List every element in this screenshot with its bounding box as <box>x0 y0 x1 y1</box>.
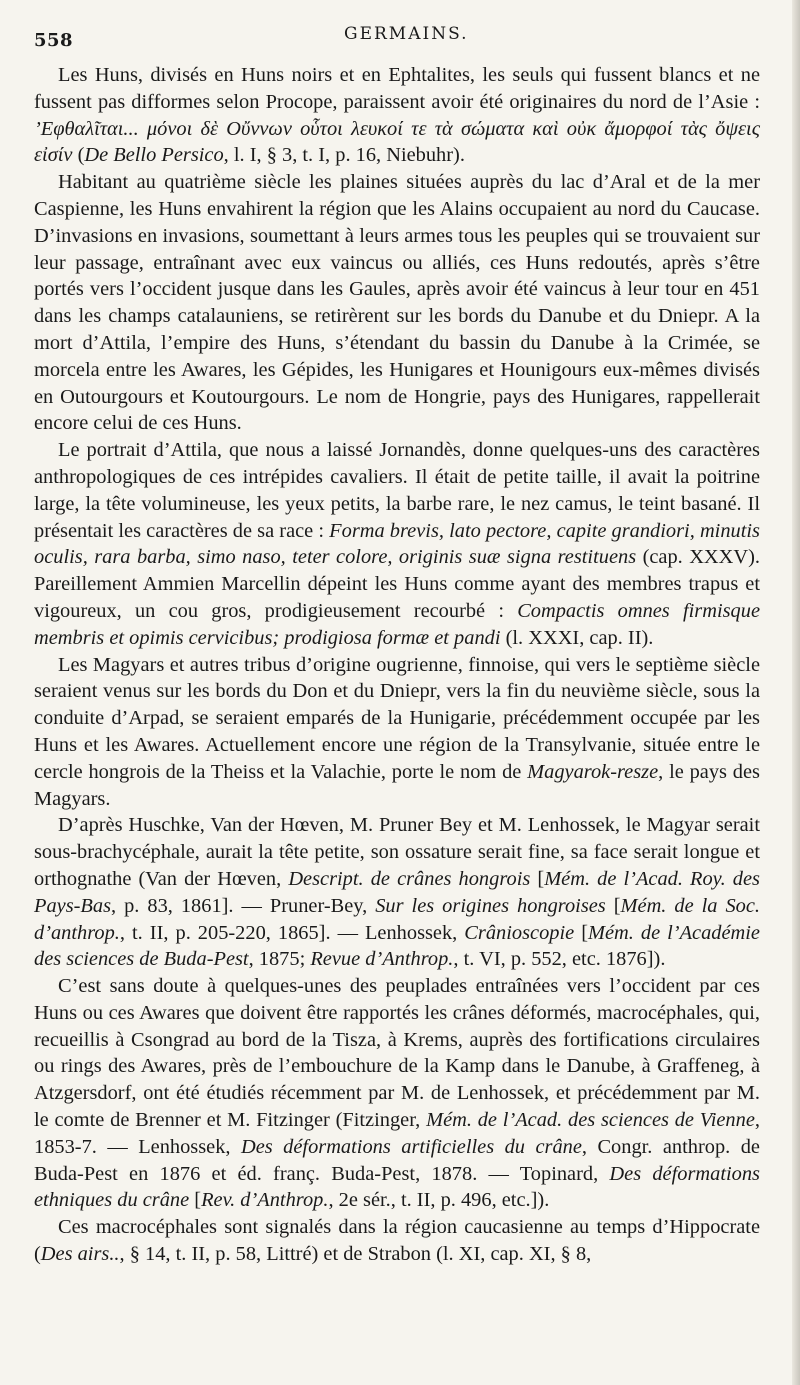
text-run: Les Huns, divisés en Huns noirs et en Ephtalites, les seuls qui fussent blancs et ne fussent pas difformes selon Procope, paraissent avoir été originaires du nord de l’Asie : <box>34 64 760 113</box>
text-run: [ <box>605 894 621 917</box>
text-run: ( <box>72 144 85 167</box>
italic-text: Mém. de l’Académie des sciences de Buda-Pest <box>34 921 760 971</box>
page-number: 558 <box>34 30 74 51</box>
text-run: , t. II, p. 205-220, 1865]. — Lenhossek, <box>119 921 465 944</box>
body-text <box>34 62 760 1268</box>
text-run: [ <box>530 867 545 890</box>
text-run: , 1853-7. — Lenhossek, <box>34 1109 760 1158</box>
paragraph-deformed-skulls <box>34 973 760 1214</box>
paragraph-huns-invasions <box>34 169 760 437</box>
italic-text: Rev. d’Anthrop. <box>201 1189 329 1212</box>
text-run: , Congr. anthrop. de Buda-Pest en 1876 et éd. franç. Buda-Pest, 1878. — Topinard, <box>34 1135 760 1185</box>
text-run: , le pays des Magyars. <box>34 760 760 810</box>
italic-text: Mém. de l’Acad. des sciences de Vienne <box>426 1109 755 1132</box>
text-run: Habitant au quatrième siècle les plaines situées auprès du lac d’Aral et de la mer Caspienne, les Huns envahirent la région que les Alains occupaient au nord du Caucase. D’invasions en invasions, soumettant à leurs armes tous les peuples qui se trouvaient sur leur passage, entraînant avec eux vaincus ou alliés, ces Huns redoutés, après s’être portés vers l’occident jusque dans les Gaules, après avoir été vaincus à leur tour en 451 dans les champs catalauniens, se retirèrent sur les bords du Danube et du Dniepr. A la mort d’Attila, l’empire des Huns, s’étendant du bassin du Danube à la Crimée, se morcela entre les Awares, les Gépides, les Hunigares et Hounigours eux-mêmes divisés en Outourgours et Koutourgours. Le nom de Hongrie, pays des Hunigares, rappellerait encore celui de ces Huns. <box>34 171 760 435</box>
paragraph-attila-portrait <box>34 437 760 651</box>
italic-text: Des déformations ethniques du crâne <box>34 1162 760 1212</box>
italic-text: Revue d’Anthrop. <box>310 948 454 971</box>
text-run: [ <box>189 1189 202 1212</box>
text-run: Ces macrocéphales sont signalés dans la région caucasienne au temps d’Hippocrate ( <box>34 1216 760 1266</box>
text-run: (cap. XXXV). Pareillement Ammien Marcellin dépeint les Huns comme ayant des membres trapus et vigoureux, un cou gros, prodigieusement recourbé : <box>34 546 760 622</box>
text-run: [ <box>574 921 588 944</box>
paragraph-huns-origin <box>34 62 760 169</box>
text-run: , t. VI, p. 552, etc. 1876]). <box>453 948 666 971</box>
italic-text: Des airs.. <box>40 1243 120 1266</box>
italic-text: Compactis omnes firmisque membris et opimis cervicibus; prodigiosa formæ et pandi <box>34 599 760 649</box>
italic-text: ’Εφθαλῖται... μόνοι δὲ Οὔννων οὗτοι λευκοί τε τὰ σώματα καὶ οὐκ ἄμορφοί τὰς ὄψεις εἰσίν <box>34 117 760 167</box>
paragraph-magyars <box>34 652 760 813</box>
text-run: , § 14, t. II, p. 58, Littré) et de Strabon (l. XI, cap. XI, § 8, <box>119 1243 592 1266</box>
italic-text: Crânioscopie <box>464 921 575 944</box>
text-run: Les Magyars et autres tribus d’origine ougrienne, finnoise, qui vers le septième siècle seraient venus sur les bords du Don et du Dniepr, vers la fin du neuvième siècle, sous la conduite d’Arpad, se seraient emparés de la Hunigarie, précédemment occupée par les Huns et les Awares. Actuellement encore une région de la Transylvanie, située entre le cercle hongrois de la Theiss et la Valachie, porte le nom de <box>34 653 760 783</box>
italic-text: Magyarok-resze <box>527 760 659 783</box>
italic-text: Sur les origines hongroises <box>375 894 606 917</box>
text-run: , 2e sér., t. II, p. 496, etc.]). <box>328 1189 550 1212</box>
text-run: , p. 83, 1861]. — Pruner-Bey, <box>111 894 376 917</box>
text-run: Le portrait d’Attila, que nous a laissé Jornandès, donne quelques-uns des caractères anthropologiques de ces intrépides cavaliers. Il était de petite taille, il avait la poitrine large, la tête volumineuse, les yeux petits, la barbe rare, le nez camus, le teint basané. Il présentait les caractères de sa race : <box>34 439 760 542</box>
text-run: , 1875; <box>248 948 311 971</box>
italic-text: De Bello Persico <box>84 144 224 167</box>
italic-text: Des déformations artificielles du crâne <box>240 1135 582 1158</box>
italic-text: Mém. de la Soc. d’anthrop. <box>34 894 760 944</box>
paragraph-macrocephales <box>34 1214 760 1268</box>
italic-text: Mém. de l’Acad. Roy. des Pays-Bas <box>34 867 760 917</box>
italic-text: Descript. de crânes hongrois <box>288 867 531 890</box>
page-header <box>34 22 774 52</box>
text-run: , l. I, § 3, t. I, p. 16, Niebuhr). <box>223 144 465 167</box>
text-run: C’est sans doute à quelques-unes des peuplades entraînées vers l’occident par ces Huns ou ces Awares que doivent être rapportés les crânes déformés, macrocéphales, qui, recueillis à Csongrad au bord de la Tisza, à Krems, auprès des fortifications circulaires ou rings des Awares, près de l’embouchure de la Kamp dans le Danube, à Graffeneg, à Atzgersdorf, ont été étudiés récemment par M. de Lenhossek, et précédemment par M. le comte de Brenner et M. Fitzinger (Fitzinger, <box>34 975 760 1132</box>
text-run: (l. XXXI, cap. II). <box>500 626 654 649</box>
paragraph-magyar-anthropology <box>34 812 760 973</box>
running-head: GERMAINS. <box>344 24 469 44</box>
italic-text: Forma brevis, lato pectore, capite grandiori, minutis oculis, rara barba, simo naso, teter colore, originis suæ signa restituens <box>34 519 760 569</box>
text-run: D’après Huschke, Van der Hœven, M. Pruner Bey et M. Lenhossek, le Magyar serait sous-brachycéphale, aurait la tête petite, son ossature serait fine, sa face serait longue et orthognathe (Van der Hœven, <box>34 814 760 890</box>
